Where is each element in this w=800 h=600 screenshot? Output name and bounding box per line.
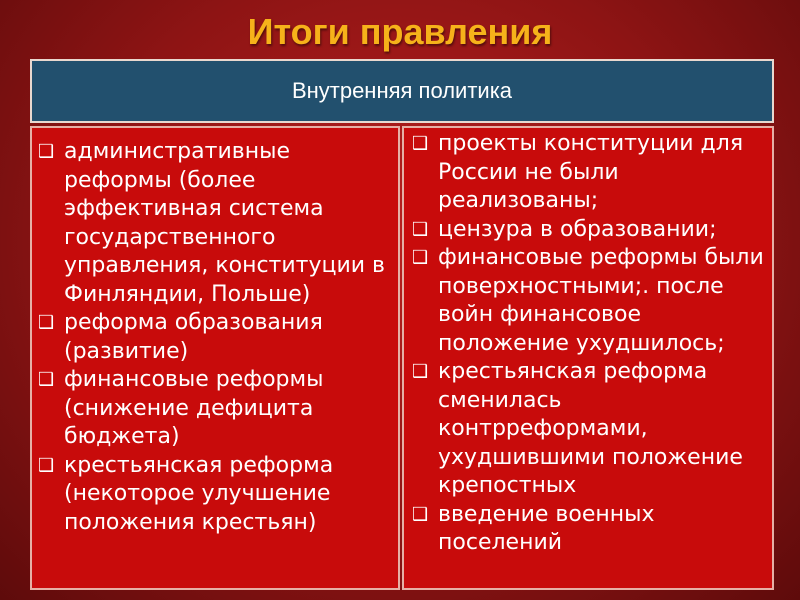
list-item xyxy=(412,501,768,558)
list-item xyxy=(38,138,390,309)
list-item-text: финансовые реформы были поверхностными;. после войн финансовое положение ухудшилось; xyxy=(438,245,764,356)
list-item-text: проекты конституции для России не были реализованы; xyxy=(438,131,744,213)
checkbox-bullet-icon: ❑ xyxy=(38,454,55,476)
list-item xyxy=(412,216,768,245)
checkbox-bullet-icon: ❑ xyxy=(412,133,429,154)
list-item-text: крестьянская реформа (некоторое улучшение положения крестьян) xyxy=(64,452,334,535)
checkbox-bullet-icon: ❑ xyxy=(412,218,429,240)
positive-results-list xyxy=(38,138,390,537)
right-column xyxy=(402,126,774,590)
checkbox-bullet-icon: ❑ xyxy=(412,247,429,268)
list-item-text: крестьянская реформа сменилась контрреформами, ухудшившими положение крепостных xyxy=(438,359,743,498)
checkbox-bullet-icon: ❑ xyxy=(38,141,55,162)
list-item-text: финансовые реформы (снижение дефицита бюджета) xyxy=(64,367,324,449)
list-item xyxy=(412,244,768,358)
list-item xyxy=(38,309,390,366)
table-header: Внутренняя политика xyxy=(30,59,774,123)
list-item-text: административные реформы (более эффективная система государственного управления, конституции в Финляндии, Польше) xyxy=(64,139,386,307)
left-column xyxy=(30,126,400,590)
list-item xyxy=(38,452,390,538)
list-item-text: введение военных поселений xyxy=(438,501,655,555)
slide-title: Итоги правления xyxy=(247,11,553,52)
list-item-text: реформа образования (развитие) xyxy=(64,310,323,364)
checkbox-bullet-icon: ❑ xyxy=(38,312,55,333)
list-item xyxy=(412,130,768,216)
negative-results-list xyxy=(412,130,768,558)
list-item-text: цензура в образовании; xyxy=(438,216,717,242)
list-item xyxy=(38,366,390,452)
list-item xyxy=(412,358,768,501)
checkbox-bullet-icon: ❑ xyxy=(38,369,55,390)
checkbox-bullet-icon: ❑ xyxy=(412,361,429,382)
checkbox-bullet-icon: ❑ xyxy=(412,503,429,525)
